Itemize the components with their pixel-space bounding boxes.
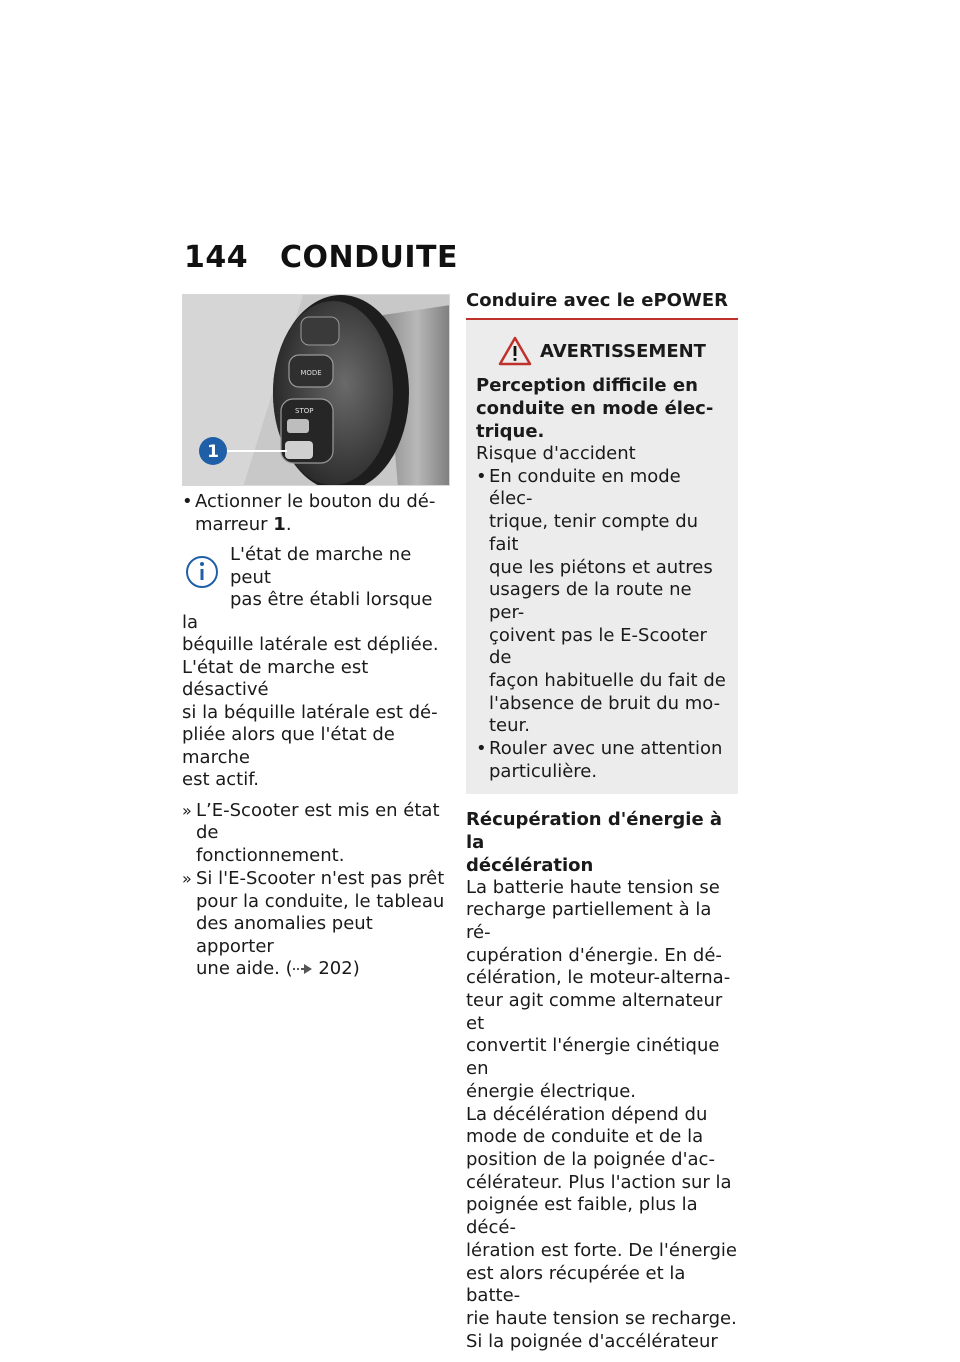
mode-button-label: MODE — [300, 369, 322, 377]
warning-headline: Perception difficile en conduite en mode élec- trique. — [476, 375, 714, 442]
section-title: Conduire avec le ePOWER — [466, 290, 728, 311]
result-line: une aide. ( 202) — [196, 958, 360, 979]
note-line: pliée alors que l'état de marche — [182, 724, 395, 768]
step-item — [182, 491, 450, 536]
page-header — [184, 240, 458, 275]
warning-triangle-icon — [498, 336, 532, 366]
result-line: L’E-Scooter est mis en état de — [196, 799, 440, 843]
stop-button-label: STOP — [295, 407, 314, 415]
note-line: L'état de marche est désactivé — [182, 656, 369, 700]
warning-bullet: • En conduite en mode élec- trique, tenir compte du fait que les piétons et autres usagers de la route ne per- çoivent pas le E-Scooter de façon habituelle du fait de l'absence de bruit du mo- teur. — [476, 465, 726, 737]
handlebar-switch-photo — [182, 294, 450, 486]
result-line: Si l'E-Scooter n'est pas prêt — [196, 868, 445, 889]
body-paragraph: La batterie haute tension se recharge partiellement à la ré- cupération d'énergie. En dé- célération, le moteur-alterna- teur agit comme alternateur et convertit l'énergie cinétique en énergie électrique. La décélération dépend du mode de conduite et de la position de la poignée d'ac- célérateur. Plus l'action sur la poignée est faible, plus la décé- lération est forte. De l'énergie est alors récupérée et la batte- rie haute tension se recharge. Si la poignée d'accélérateur — [466, 876, 738, 1352]
subsection-title: Récupération d'énergie à la décélération — [466, 808, 723, 876]
page-number: 144 — [184, 240, 249, 275]
page-reference-arrow-icon — [293, 963, 313, 975]
result-mark: » — [182, 800, 192, 820]
handlebar-switch-illustration — [183, 295, 450, 486]
note-line: béquille latérale est dépliée. — [182, 634, 439, 655]
warning-label: AVERTISSEMENT — [540, 340, 706, 362]
left-column — [182, 294, 450, 981]
note-line: si la béquille latérale est dé- — [182, 701, 438, 723]
info-note — [182, 544, 450, 792]
result-line: des anomalies peut apporter — [196, 913, 373, 957]
warning-header — [476, 334, 728, 368]
step-line: Actionner le bouton du dé- — [195, 491, 436, 512]
step-ref-number: 1 — [273, 513, 286, 535]
result-line: pour la conduite, le tableau — [196, 890, 445, 912]
callout-number: 1 — [207, 442, 219, 462]
result-item — [182, 868, 450, 981]
warning-box — [466, 320, 738, 794]
page-reference-link[interactable]: 202) — [318, 958, 360, 979]
warning-risk: Risque d'accident — [476, 443, 636, 464]
step-bullet: • — [182, 491, 193, 512]
note-line: L'état de marche ne peut — [230, 544, 412, 588]
step-line: marreur 1. — [195, 513, 292, 535]
info-icon — [182, 544, 228, 592]
note-line: pas être établi lorsque la — [182, 589, 433, 633]
result-mark: » — [182, 869, 192, 888]
page-title: CONDUITE — [280, 240, 459, 275]
note-line: est actif. — [182, 769, 259, 790]
result-line: fonctionnement. — [196, 844, 345, 866]
right-column — [466, 290, 738, 1353]
warning-bullet: • Rouler avec une attention particulière. — [476, 738, 723, 782]
result-item — [182, 800, 450, 868]
